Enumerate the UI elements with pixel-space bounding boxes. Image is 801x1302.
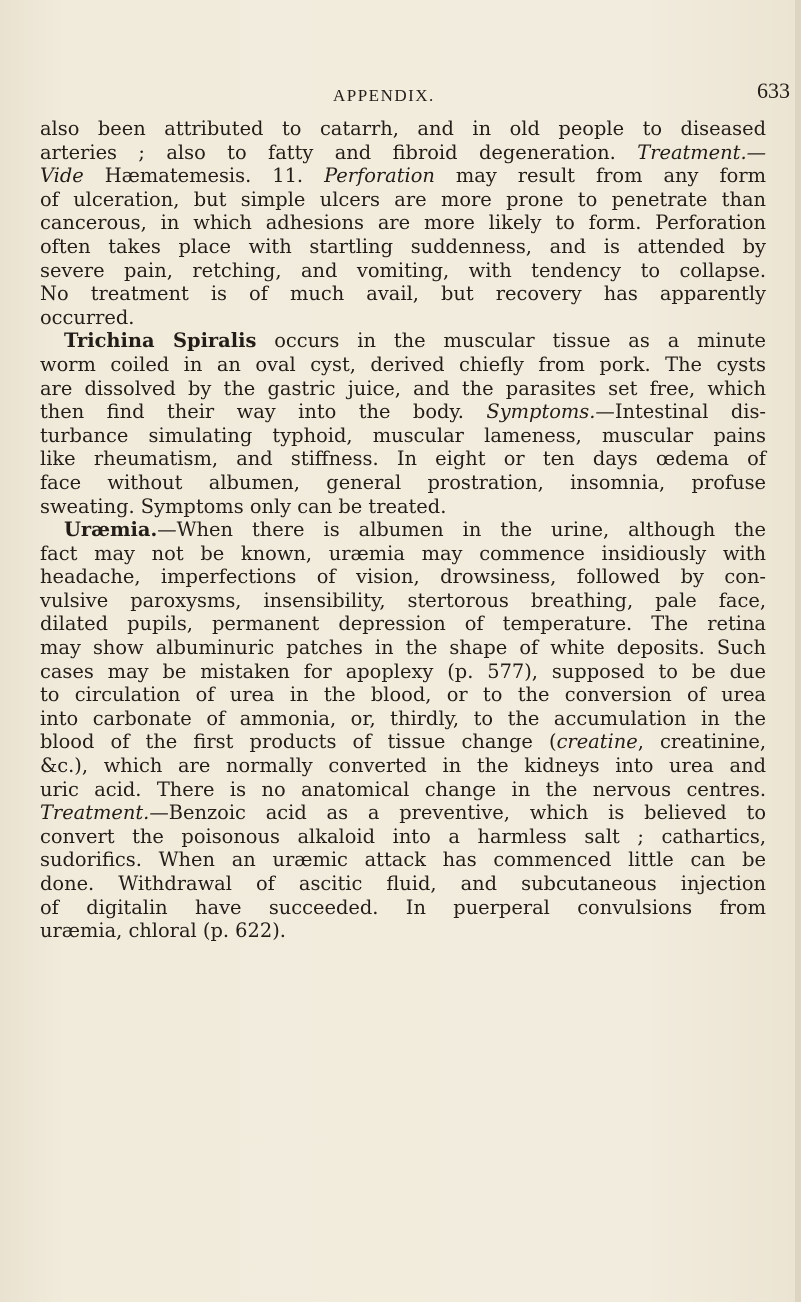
text-line: uric acid. There is no anatomical change in the nervous centres. <box>40 777 766 801</box>
running-head: APPENDIX. <box>333 86 435 105</box>
page-edge-shadow <box>795 0 801 1302</box>
text-line: Vide Hæmatemesis. 11. Perforation may result from any form <box>40 164 767 188</box>
text-line: &c.), which are normally converted in the kidneys into urea and <box>40 754 766 778</box>
text-line: worm coiled in an oval cyst, derived chiefly from pork. The cysts <box>40 352 766 376</box>
text-line: into carbonate of ammonia, or, thirdly, to the accumulation in the <box>40 706 766 730</box>
text-line: are dissolved by the gastric juice, and the parasites set free, which <box>40 376 766 400</box>
section-heading: Uræmia. <box>64 518 158 542</box>
text-line: convert the poisonous alkaloid into a harmless salt ; cathartics, <box>40 824 766 848</box>
page-number: 633 <box>757 78 790 103</box>
text-line: vulsive paroxysms, insensibility, stertorous breathing, pale face, <box>40 588 766 612</box>
text-line: headache, imperfections of vision, drowsiness, followed by con- <box>40 565 766 589</box>
text-line: sudorifics. When an uræmic attack has commenced little can be <box>40 848 766 872</box>
text-line: sweating. Symptoms only can be treated. <box>40 494 447 518</box>
text-line: turbance simulating typhoid, muscular lameness, muscular pains <box>40 423 766 447</box>
text-line: uræmia, chloral (p. 622). <box>40 919 286 943</box>
text-line: of digitalin have succeeded. In puerperal convulsions from <box>40 895 766 919</box>
text-line: of ulceration, but simple ulcers are more prone to penetrate than <box>40 187 766 211</box>
text-line: blood of the first products of tissue change (creatine, creatinine, <box>40 730 766 754</box>
text-line: then find their way into the body. Symptoms.—Intestinal dis- <box>40 400 766 424</box>
text-line: severe pain, retching, and vomiting, with tendency to collapse. <box>40 258 766 282</box>
italic-heading: Symptoms. <box>486 400 596 424</box>
text-line: cases may be mistaken for apoplexy (p. 577), supposed to be due <box>40 659 766 683</box>
page-header <box>0 78 801 112</box>
italic-heading: Perforation <box>324 164 435 188</box>
text-line: face without albumen, general prostration, insomnia, profuse <box>40 470 766 494</box>
text-line: also been attributed to catarrh, and in old people to diseased <box>40 117 766 140</box>
italic-heading: Treatment.— <box>637 140 766 164</box>
text-line: Treatment.—Benzoic acid as a preventive, which is believed to <box>40 801 766 825</box>
italic-heading: Treatment. <box>40 801 150 825</box>
text-line: arteries ; also to fatty and fibroid degeneration. Treatment.— <box>40 140 766 164</box>
text-line: often takes place with startling suddenness, and is attended by <box>40 234 766 258</box>
body-text <box>40 117 766 943</box>
text-line: like rheumatism, and stiffness. In eight or ten days œdema of <box>40 447 766 471</box>
text-line: cancerous, in which adhesions are more likely to form. Perforation <box>40 211 766 235</box>
text-line: No treatment is of much avail, but recovery has apparently <box>40 282 766 306</box>
text-line: occurred. <box>40 305 135 329</box>
text-line: done. Withdrawal of ascitic fluid, and subcutaneous injection <box>40 872 766 895</box>
text-line: to circulation of urea in the blood, or to the conversion of urea <box>40 683 766 707</box>
section-trichina: Trichina Spiralis occurs in the muscular tissue as a minute <box>64 329 766 353</box>
section-heading: Trichina Spiralis <box>64 329 257 353</box>
text-line: dilated pupils, permanent depression of temperature. The retina <box>40 612 766 636</box>
text-line: fact may not be known, uræmia may commence insidiously with <box>40 541 766 565</box>
section-uraemia: Uræmia.—When there is albumen in the urine, although the <box>64 518 766 542</box>
text-line: may show albuminuric patches in the shape of white deposits. Such <box>40 636 766 660</box>
